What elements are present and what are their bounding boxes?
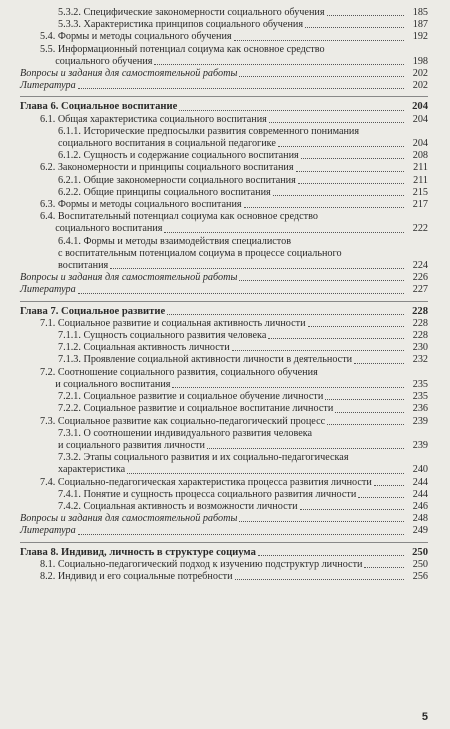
toc-entry-title: 6.4.1. Формы и методы взаимодействия специалистов [58,235,292,247]
toc-entry-title: 5.3.3. Характеристика принципов социального обучения [58,19,304,31]
dot-leader [273,195,404,196]
toc-entry[interactable] [20,403,428,415]
toc-entry[interactable] [20,416,428,428]
toc-entry-title: 6.1.2. Сущность и содержание социального воспитания [58,150,299,162]
toc-entry-page: 222 [412,223,428,235]
toc-entry-title: 6.1.1. Исторические предпосылки развития современного понимания [58,125,360,137]
toc-entry[interactable] [20,501,428,513]
dot-leader [354,363,404,364]
toc-entry[interactable] [20,525,428,537]
toc-entry[interactable] [20,391,428,403]
toc-entry[interactable] [20,367,428,379]
dot-leader [268,338,404,339]
toc-entry-page: 208 [412,150,428,162]
toc-entry[interactable] [20,114,428,126]
dot-leader [78,293,404,294]
toc-entry-title: 6.1. Общая характеристика социального воспитания [40,113,267,125]
toc-entry-title: социального обучения [40,55,153,67]
toc-entry[interactable] [20,284,428,296]
toc-entry-title: 7.3. Социальное развитие как социально-педагогический процесс [40,415,326,427]
dot-leader [239,521,404,522]
dot-leader [235,579,404,580]
toc-entry[interactable] [20,236,428,248]
toc-entry-title: 6.4. Воспитательный потенциал социума как основное средство [40,211,318,223]
toc-entry-page: 228 [412,330,428,342]
toc-entry-title: Литература [20,525,76,537]
dot-leader [127,473,404,474]
toc-entry-title: Литература [20,284,76,296]
toc-entry-title: и социального воспитания [40,378,171,390]
toc-entry[interactable] [20,260,428,272]
dot-leader [296,171,404,172]
toc-entry-page: 204 [412,138,428,150]
toc-entry[interactable] [20,44,428,56]
toc-entry-page: 198 [412,55,428,67]
toc-chapter-entry[interactable] [20,101,428,113]
toc-entry[interactable] [20,489,428,501]
toc-entry[interactable] [20,126,428,138]
toc-entry-page: 192 [412,31,428,43]
toc-entry-page: 250 [412,558,428,570]
toc-entry-title: 7.1. Социальное развитие и социальная активность личности [40,317,306,329]
dot-leader [278,146,404,147]
toc-entry[interactable] [20,19,428,31]
toc-entry-title: социального воспитания [40,223,163,235]
toc-entry-title: 7.4.2. Социальная активность и возможности личности [58,500,298,512]
toc-entry[interactable] [20,318,428,330]
dot-leader [234,40,404,41]
dot-leader [325,399,404,400]
toc-entry-title: Глава 7. Социальное развитие [20,305,166,317]
toc-entry-title: Вопросы и задания для самостоятельной работы [20,68,238,80]
dot-leader [305,27,404,28]
toc-entry-page: 246 [412,500,428,512]
toc-entry-page: 235 [412,378,428,390]
toc-entry-title: Глава 8. Индивид, личность в структуре социума [20,546,256,558]
dot-leader [244,207,404,208]
toc-entry-page: 235 [412,391,428,403]
toc-entry-title: Литература [20,80,76,92]
dot-leader [110,268,404,269]
toc-entry-title: 6.2.2. Общие принципы социального воспитания [58,186,271,198]
toc-entry-title: 7.2.1. Социальное развитие и социальное обучение личности [58,391,324,403]
dot-leader [207,448,404,449]
toc-entry[interactable] [20,7,428,19]
toc-entry[interactable] [20,162,428,174]
chapter-separator [20,301,428,302]
dot-leader [167,314,404,315]
toc-chapter-entry[interactable] [20,306,428,318]
toc-entry-title: 7.3.1. О соотношении индивидуального развития человека [58,427,313,439]
toc-entry[interactable] [20,440,428,452]
toc-entry-page: 248 [412,513,428,525]
toc-entry-title: 7.2. Соотношение социального развития, социального обучения [40,366,318,378]
toc-entry[interactable] [20,223,428,235]
toc-entry[interactable] [20,56,428,68]
toc-entry-page: 230 [412,342,428,354]
toc-entry-title: воспитания [58,260,109,272]
toc-entry-page: 250 [412,546,428,558]
toc-entry-page: 228 [412,317,428,329]
toc-entry[interactable] [20,187,428,199]
toc-entry-title: 5.3.2. Специфические закономерности социального обучения [58,7,325,18]
toc-entry-title: 5.5. Информационный потенциал социума как основное средство [40,43,325,55]
dot-leader [358,497,404,498]
toc-entry-page: 211 [413,162,428,174]
dot-leader [327,424,404,425]
dot-leader [258,555,404,556]
dot-leader [308,326,404,327]
toc-entry-title: с воспитательным потенциалом социума в процессе социального [58,247,342,259]
toc-entry-title: 6.2.1. Общие закономерности социального воспитания [58,174,296,186]
toc-entry-title: 6.3. Формы и методы социального воспитания [40,199,242,211]
toc-entry-title: характеристика [58,464,126,476]
toc-entry-title: 8.1. Социально-педагогический подход к изучению подструктур личности [40,558,363,570]
toc-entry-title: Вопросы и задания для самостоятельной работы [20,513,238,525]
toc-entry[interactable] [20,211,428,223]
toc-entry-page: 224 [412,260,428,272]
page-number: 5 [421,711,428,723]
toc-entry-page: 239 [412,439,428,451]
toc-entry-title: 7.4. Социально-педагогическая характеристика процесса развития личности [40,476,372,488]
toc-entry[interactable] [20,31,428,43]
toc-entry-page: 211 [413,174,428,186]
chapter-separator [20,96,428,97]
toc-entry-page: 244 [412,488,428,500]
dot-leader [301,158,404,159]
toc-entry-page: 215 [412,186,428,198]
toc-entry-page: 228 [412,305,428,317]
toc-entry-page: 227 [412,284,428,296]
dot-leader [78,88,404,89]
toc-entry-page: 217 [412,199,428,211]
toc-entry-page: 204 [412,101,428,113]
toc-entry[interactable] [20,175,428,187]
toc-entry[interactable] [20,452,428,464]
toc-entry-title: и социального развития личности [58,439,205,451]
toc-entry[interactable] [20,354,428,366]
dot-leader [172,387,404,388]
dot-leader [374,485,404,486]
chapter-separator [20,542,428,543]
toc-entry[interactable] [20,464,428,476]
toc-entry-page: 232 [412,354,428,366]
toc-entry-page: 256 [412,570,428,582]
toc-entry[interactable] [20,379,428,391]
toc-entry-page: 236 [412,403,428,415]
toc-entry-title: 5.4. Формы и методы социального обучения [40,31,232,43]
toc-entry-title: 7.1.2. Социальная активность личности [58,342,230,354]
dot-leader [164,232,404,233]
dot-leader [364,567,404,568]
dot-leader [327,15,404,16]
toc-entry-page: 204 [412,113,428,125]
dot-leader [300,509,404,510]
toc-entry[interactable] [20,330,428,342]
toc-entry[interactable] [20,138,428,150]
toc-entry-page: 187 [412,19,428,31]
dot-leader [154,64,404,65]
toc-entry-title: 8.2. Индивид и его социальные потребности [40,570,233,582]
toc-chapter-entry[interactable] [20,547,428,559]
dot-leader [239,280,404,281]
toc-entry[interactable] [20,272,428,284]
toc-entry-page: 202 [412,68,428,80]
toc-entry-title: 7.1.1. Сущность социального развития человека [58,330,267,342]
table-of-contents [20,7,428,583]
toc-entry-page: 226 [412,272,428,284]
dot-leader [78,534,404,535]
toc-entry[interactable] [20,428,428,440]
toc-entry[interactable] [20,150,428,162]
dot-leader [298,183,404,184]
toc-entry-title: 7.4.1. Понятие и сущность процесса социального развития личности [58,488,357,500]
toc-entry-page: 239 [412,415,428,427]
toc-entry-title: 6.2. Закономерности и принципы социального воспитания [40,162,294,174]
toc-entry[interactable] [20,342,428,354]
toc-entry-page: 244 [412,476,428,488]
toc-entry-title: Вопросы и задания для самостоятельной работы [20,272,238,284]
toc-entry[interactable] [20,559,428,571]
toc-entry-title: 7.1.3. Проявление социальной активности личности в деятельности [58,354,353,366]
toc-entry[interactable] [20,513,428,525]
dot-leader [269,122,404,123]
toc-entry[interactable] [20,80,428,92]
toc-entry-page: 249 [412,525,428,537]
toc-entry[interactable] [20,68,428,80]
dot-leader [232,350,404,351]
dot-leader [335,412,404,413]
toc-entry-title: 7.2.2. Социальное развитие и социальное воспитание личности [58,403,334,415]
dot-leader [179,110,404,111]
toc-entry[interactable] [20,199,428,211]
toc-entry-title: социального воспитания в социальной педагогике [58,138,276,150]
toc-entry-page: 202 [412,80,428,92]
dot-leader [239,76,404,77]
toc-entry[interactable] [20,248,428,260]
toc-entry[interactable] [20,571,428,583]
toc-entry-page: 240 [412,464,428,476]
toc-entry-title: 7.3.2. Этапы социального развития и их социально-педагогическая [58,452,349,464]
toc-entry-title: Глава 6. Социальное воспитание [20,101,178,113]
toc-entry[interactable] [20,477,428,489]
toc-entry-page: 185 [412,7,428,18]
